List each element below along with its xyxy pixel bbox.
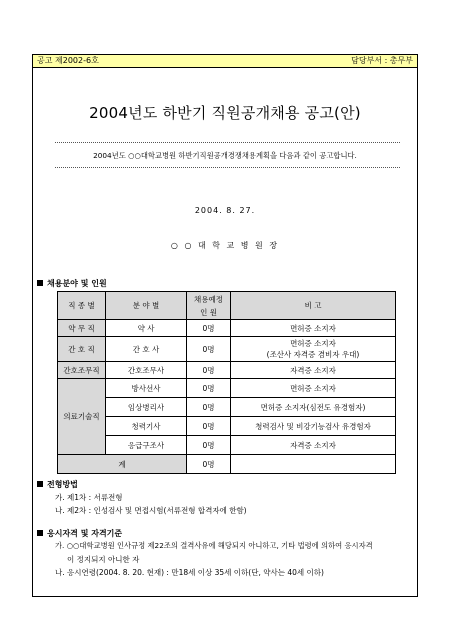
table-header-cell: 비 고 [231, 292, 396, 320]
table-cell: 자격증 소지자 [231, 362, 396, 379]
recruitment-table [57, 291, 396, 474]
table-header-row [58, 292, 396, 320]
list-item: 나. 응시연령(2004. 8. 20. 현재) : 만18세 이상 35세 이하(단, 약사는 40세 이하) [55, 568, 324, 577]
table-row [58, 436, 396, 455]
section-selection-heading: 전형방법 [37, 479, 78, 490]
table-cell: 계 [58, 455, 187, 474]
notice-date: 2004. 8. 27. [194, 206, 256, 215]
table-cell: 0명 [187, 320, 231, 337]
table-cell: 면허증 소지자 (조산사 자격증 겸비자 우대) [231, 337, 396, 362]
table-cell: 의료기술직 [58, 379, 106, 455]
list-item: 가. 제1차 : 서류전형 [55, 493, 123, 502]
list-item-continuation: 이 정지되지 아니한 자 [67, 555, 140, 564]
table-cell: 0명 [187, 436, 231, 455]
dotted-divider [55, 167, 400, 168]
table-cell: 방사선사 [106, 379, 187, 398]
table-cell [231, 455, 396, 474]
table-cell: 청력검사 및 비강기능검사 유경험자 [231, 417, 396, 436]
table-cell: 청력기사 [106, 417, 187, 436]
table-cell: 응급구조사 [106, 436, 187, 455]
intro-text: 2004년도 ○○대학교병원 하반기직원공개경쟁채용계획을 다음과 같이 공고합니다. [93, 151, 357, 160]
table-cell: 간 호 사 [106, 337, 187, 362]
department-label: 담당부서 : 총무부 [351, 56, 413, 65]
table-cell: 0명 [187, 398, 231, 417]
table-total-row [58, 455, 396, 474]
table-cell: 0명 [187, 362, 231, 379]
square-bullet-icon [37, 280, 43, 286]
table-cell: 간호조무직 [58, 362, 106, 379]
table-row [58, 320, 396, 337]
list-item: 가. ○○대학교병원 인사규정 제22조의 결격사유에 해당되지 아니하고, 기타 법령에 의하여 응시자격 [55, 541, 373, 550]
square-bullet-icon [37, 481, 43, 487]
table-cell: 면허증 소지자 [231, 379, 396, 398]
table-cell: 면허증 소지자 [231, 320, 396, 337]
table-cell: 0명 [187, 417, 231, 436]
section-recruitment-heading: 채용분야 및 인원 [37, 278, 107, 289]
table-cell: 약 무 직 [58, 320, 106, 337]
table-header-cell: 직 종 별 [58, 292, 106, 320]
table-cell: 간 호 직 [58, 337, 106, 362]
square-bullet-icon [37, 530, 43, 536]
table-row [58, 337, 396, 362]
table-cell: 임상병리사 [106, 398, 187, 417]
table-row [58, 417, 396, 436]
issuer-name: ○ ○ 대 학 교 병 원 장 [170, 241, 280, 250]
table-cell: 면허증 소지자(심전도 유경험자) [231, 398, 396, 417]
table-cell: 0명 [187, 337, 231, 362]
table-cell: 0명 [187, 455, 231, 474]
table-cell: 약 사 [106, 320, 187, 337]
table-header-cell: 채용예정 인 원 [187, 292, 231, 320]
table-cell: 자격증 소지자 [231, 436, 396, 455]
section-eligibility-heading: 응시자격 및 자격기준 [37, 528, 122, 539]
notice-number: 공고 제2002-6호 [37, 56, 99, 65]
list-item: 나. 제2차 : 인성검사 및 면접시험(서류전형 합격자에 한함) [55, 506, 247, 515]
table-cell: 간호조무사 [106, 362, 187, 379]
document-title: 2004년도 하반기 직원공개채용 공고(안) [89, 104, 361, 122]
dotted-divider [55, 142, 400, 143]
table-cell: 0명 [187, 379, 231, 398]
table-row [58, 379, 396, 398]
table-row [58, 398, 396, 417]
table-row [58, 362, 396, 379]
table-header-cell: 분 야 별 [106, 292, 187, 320]
